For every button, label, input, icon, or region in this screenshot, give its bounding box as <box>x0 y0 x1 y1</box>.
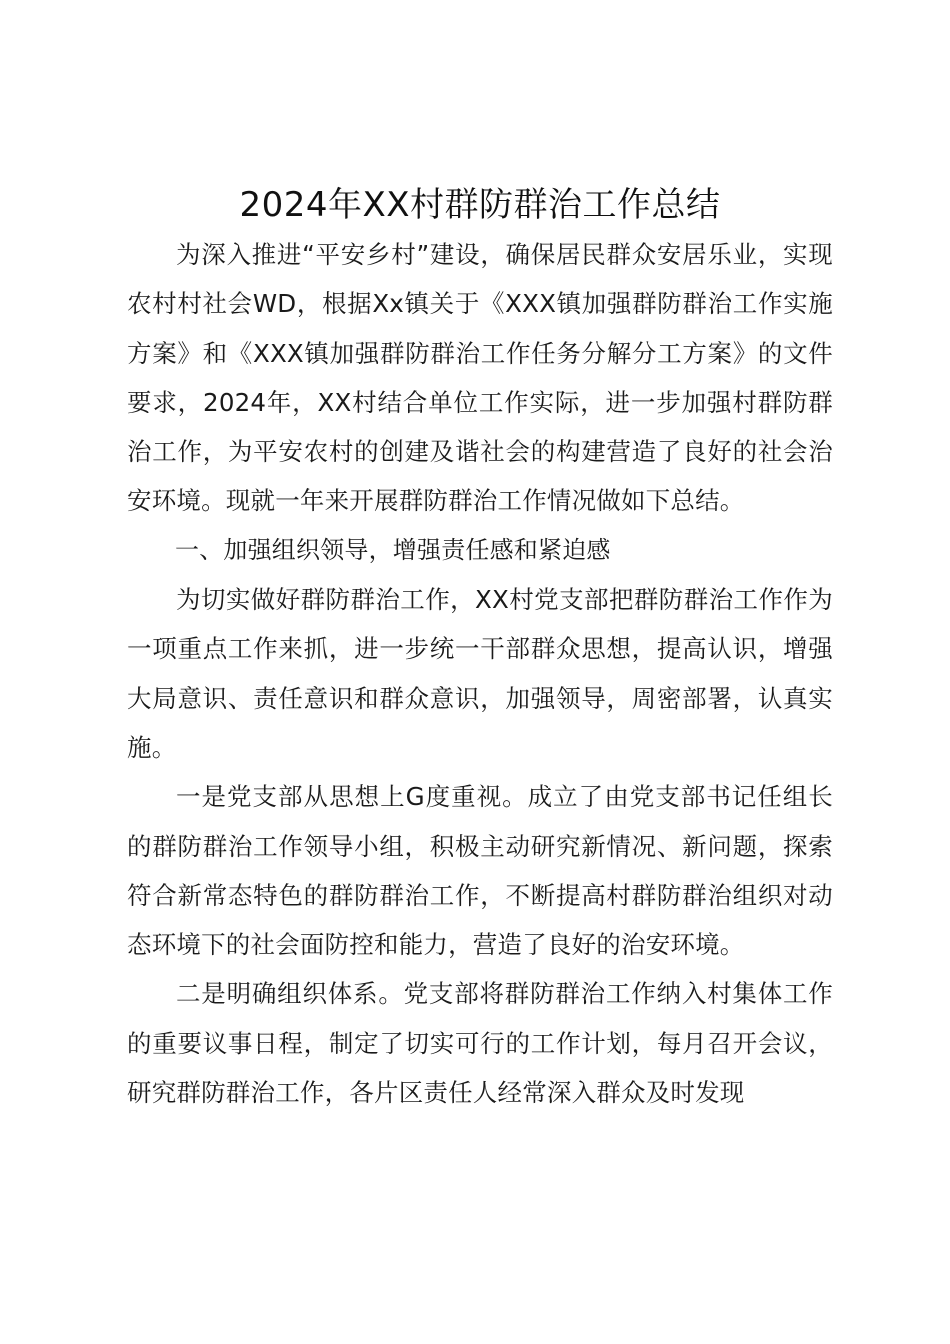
document-title: 2024年XX村群防群治工作总结 <box>239 185 721 225</box>
document-body <box>127 180 833 1117</box>
section-heading-1: 一、加强组织领导，增强责任感和紧迫感 <box>175 535 611 564</box>
point-one-paragraph: 一是党支部从思想上G度重视。成立了由党支部书记任组长的群防群治工作领导小组，积极主动研究新情况、新问题，探索符合新常态特色的群防群治工作，不断提高村群防群治组织对动态环境下的社会面防控和能力，营造了良好的治安环境。 <box>127 782 833 960</box>
section-1-paragraph: 为切实做好群防群治工作，XX村党支部把群防群治工作作为一项重点工作来抓，进一步统一干部群众思想，提高认识，增强大局意识、责任意识和群众意识，加强领导，周密部署，认真实施。 <box>127 585 833 762</box>
intro-paragraph: 为深入推进“平安乡村”建设，确保居民群众安居乐业，实现农村村社会WD，根据Xx镇关于《XXX镇加强群防群治工作实施方案》和《XXX镇加强群防群治工作任务分解分工方案》的文件要求，2024年，XX村结合单位工作实际，进一步加强村群防群治工作，为平安农村的创建及谐社会的构建营造了良好的社会治安环境。现就一年来开展群防群治工作情况做如下总结。 <box>127 240 833 516</box>
point-two-paragraph: 二是明确组织体系。党支部将群防群治工作纳入村集体工作的重要议事日程，制定了切实可行的工作计划，每月召开会议，研究群防群治工作，各片区责任人经常深入群众及时发现 <box>127 979 833 1108</box>
